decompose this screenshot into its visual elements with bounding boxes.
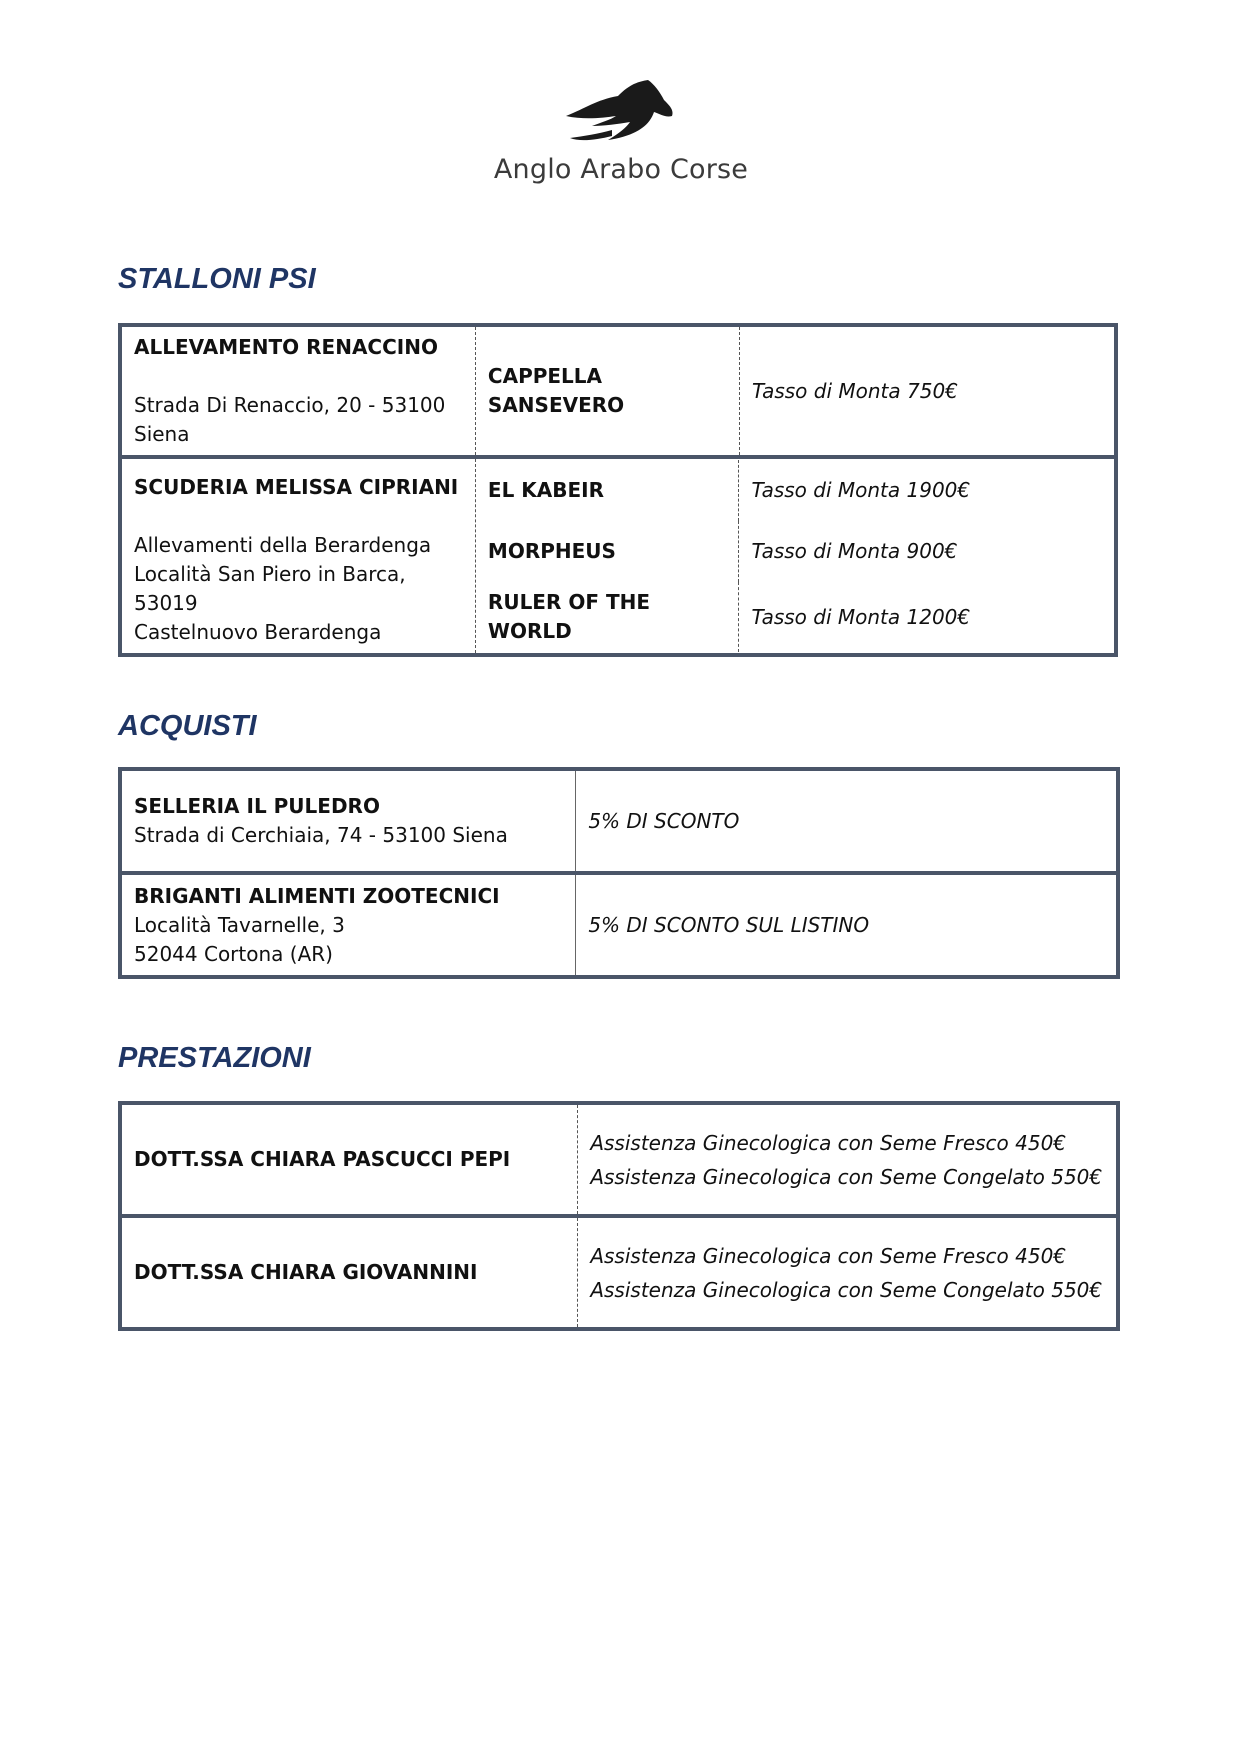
shop-cell xyxy=(120,873,576,977)
vet-services xyxy=(578,1103,1118,1216)
horse-name: EL KABEIR xyxy=(476,460,739,521)
table-row xyxy=(476,582,1114,652)
prestazioni-table xyxy=(118,1101,1120,1331)
table-row xyxy=(476,460,1114,521)
shop-address-line: Località Tavarnelle, 3 xyxy=(134,912,345,937)
breeder-cell xyxy=(120,457,475,655)
service-line: Assistenza Ginecologica con Seme Congelato 550€ xyxy=(590,1164,1103,1189)
breeder-address-line: Strada Di Renaccio, 20 - 53100 xyxy=(134,393,446,417)
section-title-stalloni: STALLONI PSI xyxy=(118,263,316,295)
shop-address-line: 52044 Cortona (AR) xyxy=(134,941,333,966)
service-line: Assistenza Ginecologica con Seme Fresco 450€ xyxy=(590,1130,1067,1155)
acquisti-table xyxy=(118,767,1120,979)
table-row xyxy=(120,1103,1118,1216)
brand-logo xyxy=(486,78,756,198)
table-row xyxy=(120,873,1118,977)
horse-name: MORPHEUS xyxy=(476,521,739,582)
table-row xyxy=(120,1216,1118,1329)
vet-name: DOTT.SSA CHIARA GIOVANNINI xyxy=(120,1216,578,1329)
horse-fee: Tasso di Monta 1200€ xyxy=(751,604,971,629)
horse-fee: Tasso di Monta 1900€ xyxy=(751,478,971,502)
shop-name: BRIGANTI ALIMENTI ZOOTECNICI xyxy=(134,883,500,908)
horse-name: RULER OF THE WORLD xyxy=(476,582,739,652)
service-line: Assistenza Ginecologica con Seme Congelato 550€ xyxy=(590,1277,1103,1302)
shop-cell xyxy=(120,769,576,873)
brand-name: Anglo Arabo Corse xyxy=(493,154,749,185)
section-title-prestazioni: PRESTAZIONI xyxy=(118,1042,311,1074)
table-row xyxy=(476,521,1114,582)
breeder-address-line: Siena xyxy=(134,422,190,446)
vet-services xyxy=(578,1216,1118,1329)
breeder-cell xyxy=(120,325,475,457)
breeder-name: SCUDERIA MELISSA CIPRIANI xyxy=(134,475,459,499)
section-title-acquisti: ACQUISTI xyxy=(118,710,257,742)
shop-offer: 5% DI SCONTO xyxy=(576,769,1118,873)
breeder-address-line: Località San Piero in Barca, 53019 xyxy=(134,562,406,615)
horse-head-logo-icon xyxy=(556,78,686,148)
service-line: Assistenza Ginecologica con Seme Fresco 450€ xyxy=(590,1243,1067,1268)
table-row xyxy=(120,769,1118,873)
breeder-name: ALLEVAMENTO RENACCINO xyxy=(134,335,438,359)
horse-fee: Tasso di Monta 900€ xyxy=(751,539,958,563)
shop-name: SELLERIA IL PULEDRO xyxy=(134,794,380,818)
table-row xyxy=(120,325,1116,457)
horse-name: CAPPELLA SANSEVERO xyxy=(475,325,739,457)
breeder-address-line: Castelnuovo Berardenga xyxy=(134,620,382,644)
stalloni-table xyxy=(118,323,1118,657)
shop-offer: 5% DI SCONTO SUL LISTINO xyxy=(588,912,870,937)
shop-address-line: Strada di Cerchiaia, 74 - 53100 Siena xyxy=(134,823,508,847)
vet-name: DOTT.SSA CHIARA PASCUCCI PEPI xyxy=(120,1103,578,1216)
breeder-address-line: Allevamenti della Berardenga xyxy=(134,533,432,557)
horse-list xyxy=(475,457,1116,655)
table-row xyxy=(120,457,1116,655)
horse-fee: Tasso di Monta 750€ xyxy=(739,325,1116,457)
